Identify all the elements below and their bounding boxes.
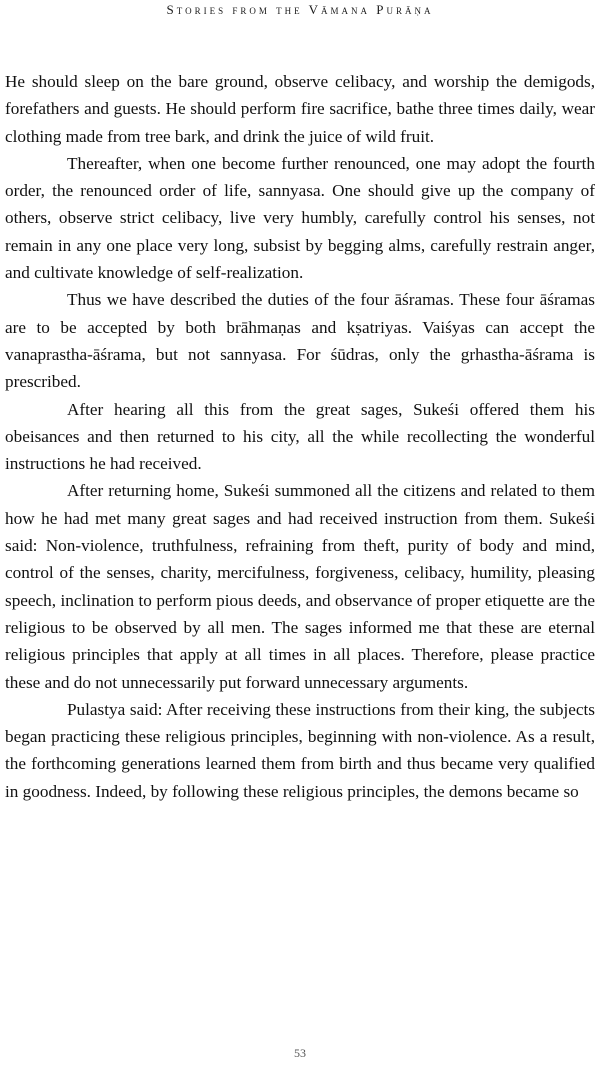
- running-head: Stories from the Vāmana Purāṇa: [166, 2, 434, 17]
- paragraph-2: Thereafter, when one become further renounced, one may adopt the fourth order, the renounced order of life, sannyasa. One should give up the company of others, observe strict celibacy, live very humbly, carefully control his senses, not remain in any one place very long, subsist by begging alms, carefully restrain anger, and cultivate knowledge of self-realization.: [5, 153, 595, 283]
- page-body: [5, 68, 595, 805]
- paragraph-4: After hearing all this from the great sages, Sukeśi offered them his obeisances and then returned to his city, all the while recollecting the wonderful instructions he had received.: [5, 399, 595, 474]
- paragraph-5: After returning home, Sukeśi summoned all the citizens and related to them how he had met many great sages and had received instruction from them. Sukeśi said: Non-violence, truthfulness, refraining from theft, purity of body and mind, control of the senses, charity, mercifulness, forgiveness, celibacy, humility, pleasing speech, inclination to perform pious deeds, and observance of proper etiquette are the religious to be observed by all men. The sages informed me that these are eternal religious principles that apply at all times in all places. Therefore, please practice these and do not unnecessarily put forward unnecessary arguments.: [5, 481, 595, 692]
- page-number: 53: [294, 1046, 306, 1060]
- paragraph-3: Thus we have described the duties of the four āśramas. These four āśramas are to be accepted by both brāhmaṇas and kṣatriyas. Vaiśyas can accept the vanaprastha-āśrama, but not sannyasa. For śūdras, only the grhastha-āśrama is prescribed.: [5, 290, 595, 392]
- paragraph-6: Pulastya said: After receiving these instructions from their king, the subjects began practicing these religious principles, beginning with non-violence. As a result, the forthcoming generations learned them from birth and thus became very qualified in goodness. Indeed, by following these religious principles, the demons became so: [5, 699, 595, 801]
- paragraph-1: He should sleep on the bare ground, observe celibacy, and worship the demigods, forefathers and guests. He should perform fire sacrifice, bathe three times daily, wear clothing made from tree bark, and drink the juice of wild fruit.: [5, 72, 595, 146]
